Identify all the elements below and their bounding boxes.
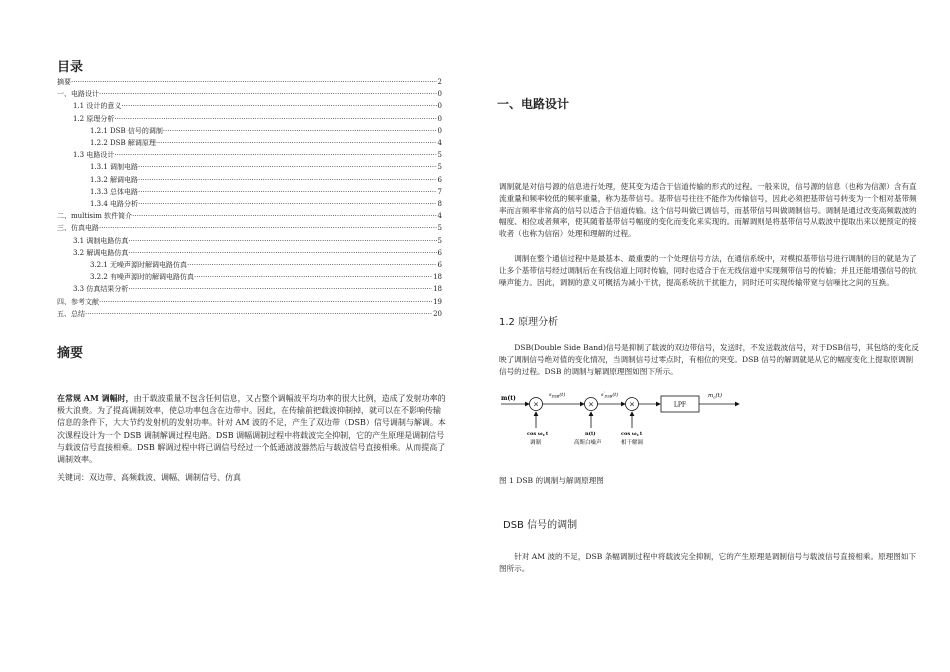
toc-entry[interactable]: [57, 100, 442, 112]
toc-entry[interactable]: [57, 149, 442, 161]
toc-entry-title: 四、参考文献: [57, 297, 99, 306]
toc-leader-dots: [138, 186, 436, 198]
paragraph-dsb: DSB(Double Side Band)信号是抑制了载波的双边带信号，发送时，不发送载波信号，对于DSB信号，其包络的变化反映了调制信号绝对值的变化情况，当调制信号过零点时，有相位的突变。DSB 信号的解调就是从它的幅度变化上提取原调制信号的过程。DSB 的调制与解调原理图如图下所示。: [499, 343, 920, 376]
paragraph-significance: 调制在整个通信过程中是最基本、最重要的一个处理信号方法，在通信系统中，对模拟基带信号进行调制的目的就是为了让多个基带信号经过调制后在有线信道上同时传输，同时也适合于在无线信道中实现频带信号的传输；并且还能增强信号的抗噪声能力。因此，调制的意义可概括为减小干扰，提高系统抗干扰能力，同时还可实现传输带宽与信噪比之间的互换。: [499, 254, 917, 287]
toc-leader-dots: [128, 283, 432, 295]
toc-entry[interactable]: [57, 137, 442, 149]
toc-leader-dots: [138, 161, 436, 173]
abstract-heading: 摘要: [57, 346, 84, 361]
toc-entry-page: 6: [437, 261, 442, 270]
paragraph-modulation: 调制就是对信号源的信息进行处理，使其变为适合于信道传输的形式的过程。一般来说，信号源的信息（也称为信源）含有直流重量和频率较低的频率重量，称为基带信号。基带信号往往不能作为传输信号，因此必须把基带信号转变为一个相对基带频率而言频率非常高的信号以适合于信道传输。这个信号叫做已调信号，而基带信号叫做调制信号。调制是通过改变高频载波的幅度、相位或者频率，使其随着基带信号幅度的变化而变化来实现的。而解调则是将基带信号从载波中提取出来以便预定的接收者（也称为信宿）处理和理解的过程。: [499, 182, 917, 239]
output-label: $m_o(t)$: [708, 393, 723, 400]
content-page: [475, 0, 950, 672]
toc-entry[interactable]: [57, 88, 442, 100]
toc-entry[interactable]: [57, 125, 442, 137]
toc-entry[interactable]: [57, 271, 442, 283]
toc-entry-page: 0: [437, 102, 442, 111]
toc-entry-page: 19: [433, 297, 442, 306]
toc-leader-dots: [71, 76, 437, 88]
toc-entry-title: 1.2.2 DSB 解调原理: [90, 139, 156, 148]
toc-entry-title: 3.2.2 有噪声源时的解调电路仿真: [90, 273, 195, 282]
toc-entry-page: 2: [437, 78, 442, 86]
noise-desc: 高斯白噪声: [574, 440, 602, 446]
toc-leader-dots: [99, 222, 437, 234]
toc-entry-page: 4: [437, 139, 442, 148]
toc-entry-title: 1.3.1 调制电路: [90, 163, 139, 172]
toc-entry-page: 6: [437, 175, 442, 184]
toc-entry-title: 3.2.1 无噪声源时解调电路仿真: [90, 261, 188, 270]
toc-entry[interactable]: [57, 210, 442, 222]
toc-entry-title: 3.3 仿真结果分析: [73, 285, 129, 294]
toc-entry-title: 1.2 原理分析: [73, 114, 115, 123]
toc-leader-dots: [187, 259, 436, 271]
toc-leader-dots: [138, 174, 436, 186]
keywords: 关键词：双边带、高频载波、调幅、调制信号、仿真: [57, 473, 241, 482]
toc-entry-page: 20: [433, 309, 442, 318]
toc-entry-title: 1.3.4 电路分析: [90, 200, 139, 209]
svg-text:sDSB(t): $s_{DSB}(t)$: [549, 392, 566, 399]
toc-entry-title: 一、电路设计: [57, 90, 99, 99]
toc-entry-page: 8: [437, 200, 442, 209]
abstract-text: [57, 392, 447, 466]
toc-entry-title: 1.3 电路设计: [73, 151, 115, 160]
table-of-contents: [57, 76, 442, 320]
toc-entry-title: 三、仿真电路: [57, 224, 99, 233]
toc-entry-title: 1.1 设计的意义: [73, 102, 122, 111]
input-label: m(t): [501, 395, 516, 402]
figure-caption: 图 1 DSB 的调制与解调原理图: [499, 476, 604, 485]
svg-text:cos ωct: $\cos \omega_ct$: [527, 431, 549, 437]
toc-entry[interactable]: [57, 174, 442, 186]
toc-entry[interactable]: [57, 113, 442, 125]
toc-entry-title: 3.2 解调电路仿真: [73, 248, 129, 257]
toc-entry[interactable]: [57, 161, 442, 173]
svg-text:LPF: LPF: [673, 401, 687, 409]
toc-leader-dots: [156, 137, 437, 149]
toc-entry-page: 0: [437, 114, 442, 123]
toc-leader-dots: [99, 296, 432, 308]
svg-text:×: ×: [588, 400, 594, 409]
toc-title: 目录: [57, 60, 84, 75]
toc-leader-dots: [128, 247, 436, 259]
toc-entry-page: 6: [437, 248, 442, 257]
toc-entry-title: 1.3.2 解调电路: [90, 175, 139, 184]
toc-entry-title: 1.2.1 DSB 信号的调制: [90, 126, 163, 135]
toc-entry-title: 摘要: [57, 78, 71, 86]
toc-entry[interactable]: [57, 247, 442, 259]
svg-text:×: ×: [533, 400, 539, 409]
toc-entry[interactable]: [57, 235, 442, 247]
toc-leader-dots: [163, 125, 437, 137]
toc-entry-page: 5: [437, 163, 442, 172]
toc-entry-page: 7: [437, 187, 442, 196]
toc-leader-dots: [85, 308, 432, 320]
toc-entry-page: 0: [437, 126, 442, 135]
toc-entry-title: 五、总结: [57, 309, 85, 318]
abstract-lead: 在常规 AM 调幅时，: [57, 393, 134, 403]
toc-entry-title: 3.1 调制电路仿真: [73, 236, 129, 245]
svg-text:cos ωct: $\cos \omega_ct$: [621, 431, 643, 437]
toc-leader-dots: [114, 113, 436, 125]
toc-entry[interactable]: [57, 259, 442, 271]
svg-text:×: ×: [629, 400, 635, 409]
toc-entry-page: 18: [433, 273, 442, 282]
toc-leader-dots: [121, 100, 436, 112]
paragraph-dsb-mod: 针对 AM 波的不足，DSB 条幅调制过程中将载波完全抑制，它的产生原理是调制信号与载波信号直接相乘。原理图如下图所示。: [499, 552, 917, 573]
toc-entry-title: 二、multisim 软件简介: [57, 212, 133, 221]
toc-entry[interactable]: [57, 76, 442, 88]
toc-entry-page: 5: [437, 151, 442, 160]
toc-entry[interactable]: [57, 186, 442, 198]
toc-entry[interactable]: [57, 222, 442, 234]
toc-entry[interactable]: [57, 198, 442, 210]
mod-label: 调制: [530, 440, 542, 446]
toc-leader-dots: [194, 271, 432, 283]
toc-entry-page: 5: [437, 224, 442, 233]
toc-leader-dots: [132, 210, 436, 222]
toc-entry-page: 5: [437, 236, 442, 245]
toc-entry-page: 4: [437, 212, 442, 221]
abstract-body: 由于载波重量不包含任何信息，又占整个调幅波平均功率的很大比例，造成了发射功率的极大浪费。为了提高调制效率，使总功率包含在边带中。因此，在传输前把载波抑制掉，就可以在不影响传输信息的条件下，大大节约发射机的发射功率。针对 AM 波的不足，产生了双边带（DSB）信号调制与解调。本次课程设计为一个 DSB 调制解调过程电路。DSB 调幅调制过程中将载波完全抑制，它的产生原理是调制信号与载波信号直接相乘。DSB 解调过程中将已调信号经过一个低通滤波器然后与载波信号直接相乘。从而提高了调制效率。: [57, 394, 446, 465]
noise-label: n(t): [585, 431, 596, 437]
section-heading: 一、电路设计: [497, 97, 570, 111]
toc-leader-dots: [114, 149, 436, 161]
toc-entry-title: 1.3.3 总体电路: [90, 187, 139, 196]
toc-entry-page: 18: [433, 285, 442, 294]
subsubsection-heading: DSB 信号的调制: [503, 520, 578, 531]
toc-leader-dots: [138, 198, 436, 210]
dsb-block-diagram: [501, 384, 741, 454]
toc-entry[interactable]: [57, 283, 442, 295]
toc-entry[interactable]: [57, 308, 442, 320]
subsection-heading: 1.2 原理分析: [499, 317, 559, 328]
toc-entry[interactable]: [57, 296, 442, 308]
toc-leader-dots: [128, 235, 436, 247]
demod-label: 相干解调: [621, 440, 644, 446]
toc-entry-page: 0: [437, 90, 442, 99]
svg-text:s'DSB(t): $s'_{DSB}(t)$: [601, 391, 619, 399]
toc-leader-dots: [99, 88, 437, 100]
